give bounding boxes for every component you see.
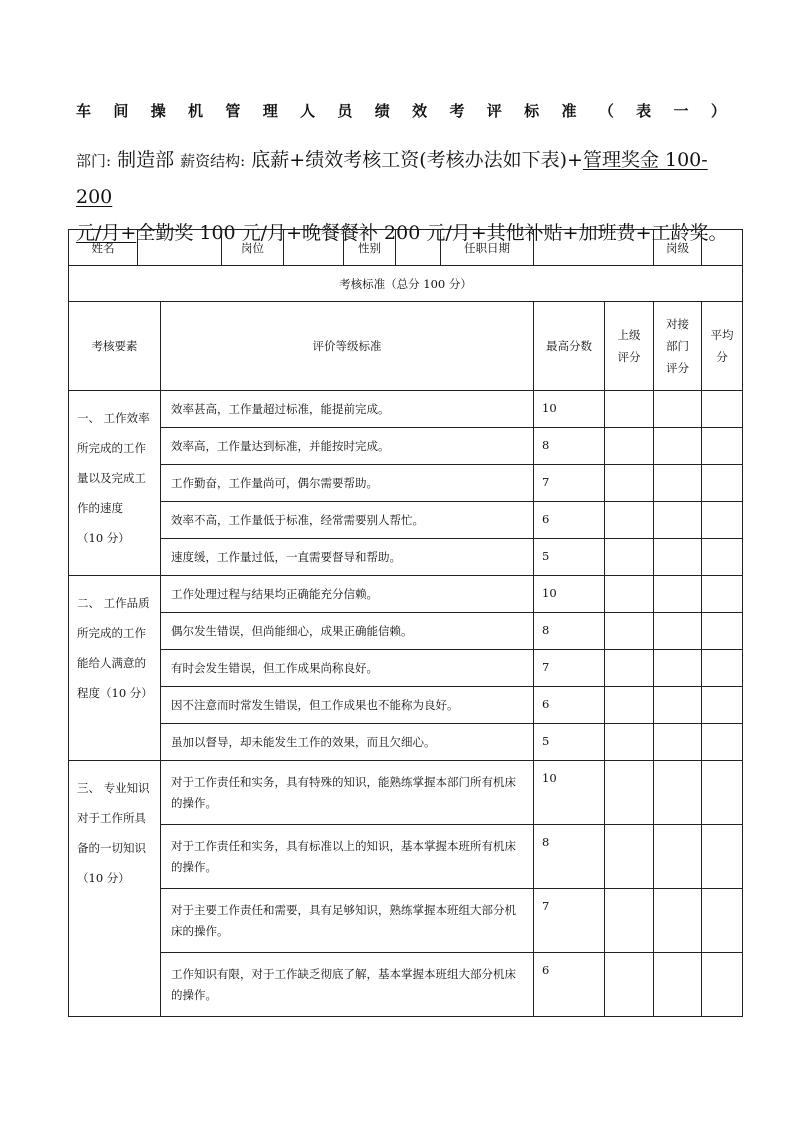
average-score-cell[interactable]: [702, 428, 743, 465]
gender-field[interactable]: [396, 230, 441, 266]
col-dept-line3: 评分: [666, 361, 689, 375]
dept-score-cell[interactable]: [654, 428, 702, 465]
criteria-text: 对于工作责任和实务，具有特殊的知识，能熟练掌握本部门所有机床的操作。: [161, 761, 534, 825]
col-factor: 考核要素: [69, 302, 161, 391]
dept-value: 制造部: [117, 149, 175, 171]
factor-line: 备的一切知识: [77, 841, 146, 855]
criteria-text: 工作勤奋，工作量尚可，偶尔需要帮助。: [161, 465, 534, 502]
factor-line: 对于工作所具: [77, 811, 146, 825]
factor-line: 所完成的工作: [77, 626, 146, 640]
max-score: 7: [534, 465, 605, 502]
criteria-row: [69, 761, 743, 825]
max-score: 8: [534, 428, 605, 465]
criteria-text: 效率不高，工作量低于标准，经常需要别人帮忙。: [161, 502, 534, 539]
criteria-row: [69, 428, 743, 465]
title-char: 表: [636, 102, 652, 120]
factor-line: （10 分）: [77, 531, 130, 545]
title-char: 操: [150, 102, 166, 120]
col-criteria: 评价等级标准: [161, 302, 534, 391]
average-score-cell[interactable]: [702, 650, 743, 687]
dept-score-cell[interactable]: [654, 539, 702, 576]
salary-text-1: 底薪+绩效考核工资(考核办法如下表)+: [251, 149, 583, 171]
factor-line: 量以及完成工: [77, 471, 146, 485]
criteria-row: [69, 889, 743, 953]
factor-line: 所完成的工作: [77, 441, 146, 455]
criteria-text: 有时会发生错误，但工作成果尚称良好。: [161, 650, 534, 687]
criteria-text: 对于工作责任和实务，具有标准以上的知识，基本掌握本班所有机床的操作。: [161, 825, 534, 889]
factor-line: 能给人满意的: [77, 656, 146, 670]
average-score-cell[interactable]: [702, 391, 743, 428]
col-average: [702, 302, 743, 391]
title-char: 管: [225, 102, 241, 120]
col-average-line1: 平均: [710, 328, 734, 342]
column-header-row: [69, 302, 743, 391]
criteria-text: 因不注意而时常发生错误，但工作成果也不能称为良好。: [161, 687, 534, 724]
max-score: 6: [534, 953, 605, 1017]
col-superior-score: [605, 302, 654, 391]
name-label: 姓名: [69, 230, 138, 266]
title-char: 标: [524, 102, 540, 120]
title-char: 车: [76, 102, 92, 120]
dept-score-cell[interactable]: [654, 576, 702, 613]
title-char: 绩: [374, 102, 390, 120]
superior-score-cell[interactable]: [605, 953, 654, 1017]
salary-text-2: 全勤奖 100 元/月+晚餐餐补 200 元/月+其他补贴+加班费+工龄奖。: [136, 222, 728, 244]
average-score-cell[interactable]: [702, 825, 743, 889]
position-field[interactable]: [284, 230, 344, 266]
assessment-table: [68, 229, 743, 1017]
superior-score-cell[interactable]: [605, 687, 654, 724]
assessment-factor: [69, 761, 161, 1017]
average-score-cell[interactable]: [702, 761, 743, 825]
col-max-score: 最高分数: [534, 302, 605, 391]
col-dept-line1: 对接: [666, 317, 689, 331]
salary-underlined-2: 元/月+: [76, 222, 137, 244]
col-superior-line2: 评分: [617, 350, 641, 364]
grade-field[interactable]: [702, 230, 743, 266]
criteria-row: [69, 687, 743, 724]
title-char: 考: [449, 102, 465, 120]
assessment-factor: [69, 391, 161, 576]
dept-score-cell[interactable]: [654, 953, 702, 1017]
title-char: 一: [673, 102, 689, 120]
criteria-row: [69, 502, 743, 539]
dept-score-cell[interactable]: [654, 465, 702, 502]
superior-score-cell[interactable]: [605, 613, 654, 650]
criteria-row: [69, 650, 743, 687]
dept-score-cell[interactable]: [654, 502, 702, 539]
criteria-text: 工作知识有限，对于工作缺乏彻底了解，基本掌握本班组大部分机床的操作。: [161, 953, 534, 1017]
salary-underlined-1: 管理奖金 100-200: [76, 149, 708, 208]
average-score-cell[interactable]: [702, 613, 743, 650]
title-char: （: [598, 102, 614, 120]
criteria-row: [69, 953, 743, 1017]
title-char: 准: [561, 102, 577, 120]
name-field[interactable]: [138, 230, 222, 266]
assessment-factor: [69, 576, 161, 761]
max-score: 6: [534, 502, 605, 539]
max-score: 8: [534, 825, 605, 889]
superior-score-cell[interactable]: [605, 465, 654, 502]
max-score: 10: [534, 761, 605, 825]
title-char: 评: [486, 102, 502, 120]
superior-score-cell[interactable]: [605, 502, 654, 539]
criteria-text: 工作处理过程与结果均正确能充分信赖。: [161, 576, 534, 613]
title-char: 效: [412, 102, 428, 120]
title-char: 理: [262, 102, 278, 120]
max-score: 6: [534, 687, 605, 724]
dept-label: 部门:: [76, 152, 112, 170]
info-row: [69, 230, 743, 266]
dept-score-cell[interactable]: [654, 724, 702, 761]
superior-score-cell[interactable]: [605, 761, 654, 825]
criteria-row: [69, 465, 743, 502]
criteria-text: 速度缓，工作量过低，一直需要督导和帮助。: [161, 539, 534, 576]
factor-line: 三、 专业知识: [77, 781, 150, 795]
criteria-text: 偶尔发生错误，但尚能细心，成果正确能信赖。: [161, 613, 534, 650]
position-label: 岗位: [222, 230, 284, 266]
col-superior-line1: 上级: [617, 328, 641, 342]
max-score: 7: [534, 650, 605, 687]
tenure-field[interactable]: [534, 230, 654, 266]
title-char: 机: [188, 102, 204, 120]
factor-line: 一、 工作效率: [77, 411, 150, 425]
title-char: 员: [337, 102, 353, 120]
superior-score-cell[interactable]: [605, 889, 654, 953]
criteria-text: 虽加以督导，却未能发生工作的效果，而且欠细心。: [161, 724, 534, 761]
criteria-text: 效率高，工作量达到标准，并能按时完成。: [161, 428, 534, 465]
criteria-row: [69, 825, 743, 889]
criteria-row: [69, 724, 743, 761]
title-char: 间: [113, 102, 129, 120]
criteria-row: [69, 391, 743, 428]
factor-line: 作的速度: [77, 501, 123, 515]
dept-score-cell[interactable]: [654, 825, 702, 889]
average-score-cell[interactable]: [702, 724, 743, 761]
superior-score-cell[interactable]: [605, 539, 654, 576]
col-dept-score: [654, 302, 702, 391]
max-score: 10: [534, 391, 605, 428]
criteria-row: [69, 539, 743, 576]
criteria-row: [69, 613, 743, 650]
document-title: [76, 100, 726, 121]
title-char: 人: [300, 102, 316, 120]
average-score-cell[interactable]: [702, 539, 743, 576]
superior-score-cell[interactable]: [605, 825, 654, 889]
superior-score-cell[interactable]: [605, 724, 654, 761]
max-score: 5: [534, 539, 605, 576]
average-score-cell[interactable]: [702, 502, 743, 539]
factor-line: 程度（10 分）: [77, 686, 153, 700]
factor-line: 二、 工作品质: [77, 596, 150, 610]
dept-score-cell[interactable]: [654, 613, 702, 650]
average-score-cell[interactable]: [702, 576, 743, 613]
max-score: 5: [534, 724, 605, 761]
dept-score-cell[interactable]: [654, 687, 702, 724]
dept-score-cell[interactable]: [654, 889, 702, 953]
superior-score-cell[interactable]: [605, 576, 654, 613]
average-score-cell[interactable]: [702, 687, 743, 724]
dept-score-cell[interactable]: [654, 650, 702, 687]
title-char: ）: [710, 102, 726, 120]
factor-line: （10 分）: [77, 871, 130, 885]
max-score: 8: [534, 613, 605, 650]
gender-label: 性别: [344, 230, 396, 266]
criteria-text: 效率甚高，工作量超过标准，能提前完成。: [161, 391, 534, 428]
standard-header-row: [69, 266, 743, 302]
standard-header: 考核标准（总分 100 分）: [69, 266, 743, 302]
max-score: 7: [534, 889, 605, 953]
col-average-line2: 分: [716, 350, 728, 364]
superior-score-cell[interactable]: [605, 650, 654, 687]
superior-score-cell[interactable]: [605, 391, 654, 428]
criteria-row: [69, 576, 743, 613]
dept-score-cell[interactable]: [654, 761, 702, 825]
average-score-cell[interactable]: [702, 889, 743, 953]
criteria-text: 对于主要工作责任和需要，具有足够知识，熟练掌握本班组大部分机床的操作。: [161, 889, 534, 953]
average-score-cell[interactable]: [702, 465, 743, 502]
dept-score-cell[interactable]: [654, 391, 702, 428]
average-score-cell[interactable]: [702, 953, 743, 1017]
tenure-label: 任职日期: [441, 230, 534, 266]
grade-label: 岗级: [654, 230, 702, 266]
salary-label: 薪资结构:: [180, 152, 246, 170]
superior-score-cell[interactable]: [605, 428, 654, 465]
max-score: 10: [534, 576, 605, 613]
col-dept-line2: 部门: [666, 339, 689, 353]
